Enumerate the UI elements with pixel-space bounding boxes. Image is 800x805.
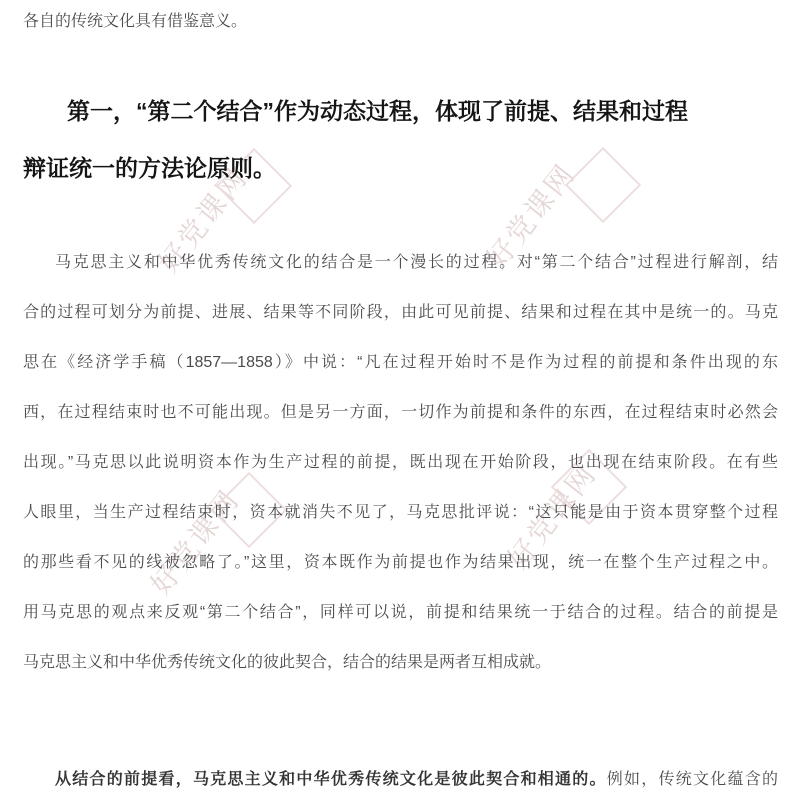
body-line: 马克思主义和中华优秀传统文化的彼此契合，结合的结果是两者互相成就。: [23, 654, 552, 671]
watermark-text: 好党课网: [152, 161, 254, 279]
watermark-text: 好党课网: [501, 457, 603, 575]
paragraph-continuation-line: 各自的传统文化具有借鉴意义。: [23, 13, 248, 30]
watermark-text: 好党课网: [480, 157, 582, 275]
heading-line-1: 第一，“第二个结合”作为动态过程，体现了前提、结果和过程: [67, 98, 688, 124]
watermark-text: 好党课网: [144, 483, 246, 601]
body-line: 思在《经济学手稿（1857—1858）》中说：“凡在过程开始时不是作为过程的前提和条件出现的东: [23, 354, 778, 371]
closing-paragraph-line: [23, 755, 778, 805]
body-line: 人眼里，当生产过程结束时，资本就消失不见了，马克思批评说：“这只能是由于资本贯穿整个过程: [23, 504, 778, 521]
body-line: 合的过程可划分为前提、进展、结果等不同阶段，由此可见前提、结果和过程在其中是统一的。马克: [23, 304, 778, 321]
body-line: 马克思主义和中华优秀传统文化的结合是一个漫长的过程。对“第二个结合”过程进行解剖，结: [55, 254, 778, 271]
body-line: 的那些看不见的线被忽略了。”这里，资本既作为前提也作为结果出现，统一在整个生产过程之中。: [23, 554, 778, 571]
closing-regular-text: 例如，传统文化蕴含的: [606, 771, 778, 788]
body-line: 西，在过程结束时也不可能出现。但是另一方面，一切作为前提和条件的东西，在过程结束时必然会: [23, 404, 778, 421]
body-line: 出现。”马克思以此说明资本作为生产过程的前提，既出现在开始阶段，也出现在结束阶段。在有些: [23, 454, 778, 471]
body-paragraph: [23, 238, 778, 688]
section-heading: [23, 83, 778, 197]
body-line: 用马克思的观点来反观“第二个结合”，同样可以说，前提和结果统一于结合的过程。结合的前提是: [23, 604, 778, 621]
closing-bold-lead: 从结合的前提看，马克思主义和中华优秀传统文化是彼此契合和相通的。: [55, 771, 607, 788]
heading-line-2: 辩证统一的方法论原则。: [23, 155, 276, 181]
